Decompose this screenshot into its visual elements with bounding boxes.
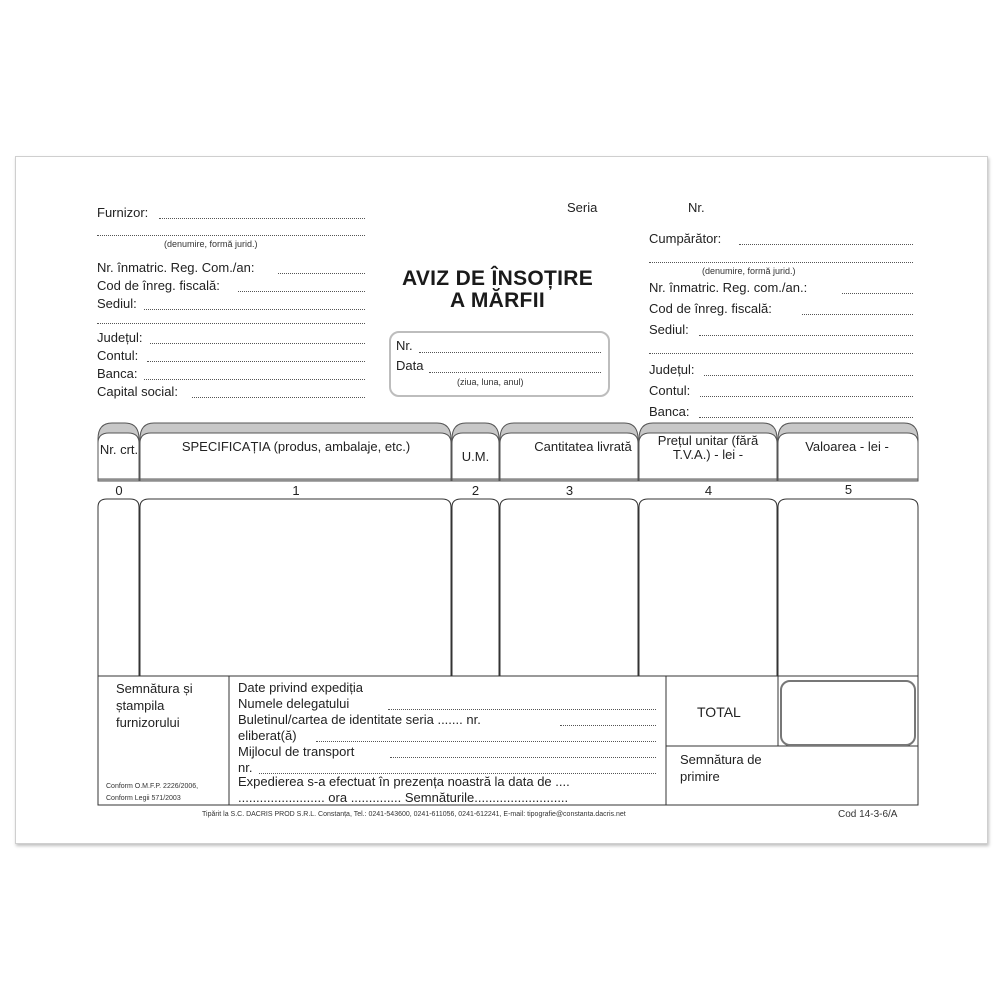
ora-semnaturile-line: ........................ ora .............. Semnăturile..........................	[238, 790, 569, 805]
supplier-sediul-label: Sediul:	[97, 296, 137, 311]
col-index-0: 0	[115, 483, 123, 498]
box-data-label: Data	[396, 358, 424, 373]
expeditie-title: Date privind expediția	[238, 680, 364, 695]
form-code: Cod 14-3-6/A	[838, 809, 898, 820]
invoice-form-sheet	[15, 156, 988, 844]
eliberat-label: eliberat(ă)	[238, 728, 297, 743]
nr-label: Nr.	[688, 200, 705, 215]
col-header-cantitatea: Cantitatea livrată	[534, 439, 632, 454]
buyer-cod-label: Cod de înreg. fiscală:	[649, 301, 772, 316]
total-value-box[interactable]	[780, 680, 916, 746]
furnizor-label: Furnizor:	[97, 205, 149, 220]
supplier-judetul-field[interactable]	[150, 342, 365, 344]
buyer-reg-label: Nr. înmatric. Reg. com./an.:	[649, 280, 808, 295]
col-header-nr: Nr. crt.	[99, 442, 139, 457]
buyer-contul-label: Contul:	[649, 383, 691, 398]
total-label: TOTAL	[697, 704, 741, 720]
supplier-cod-field[interactable]	[238, 290, 365, 292]
buyer-cod-field[interactable]	[802, 313, 913, 315]
buyer-denumire-hint: (denumire, formă jurid.)	[702, 266, 796, 276]
col-header-specificatia: SPECIFICAȚIA (produs, ambalaje, etc.)	[181, 439, 411, 454]
col-index-4: 4	[704, 483, 713, 498]
buyer-banca-label: Banca:	[649, 404, 690, 419]
furnizor-field-2[interactable]	[97, 234, 365, 236]
buyer-banca-field[interactable]	[699, 416, 913, 418]
supplier-banca-label: Banca:	[97, 366, 138, 381]
cumparator-field-2[interactable]	[649, 261, 913, 263]
buyer-sediul-field-2[interactable]	[649, 352, 913, 354]
buletin-nr-field[interactable]	[560, 724, 656, 726]
col-header-valoarea: Valoarea - lei -	[805, 439, 889, 454]
form-title-line1: AVIZ DE ÎNSOȚIRE	[401, 267, 594, 290]
cumparator-label: Cumpărător:	[649, 231, 722, 246]
furnizor-field[interactable]	[159, 217, 365, 219]
supplier-reg-label: Nr. înmatric. Reg. Com./an:	[97, 260, 255, 275]
buletin-label: Buletinul/cartea de identitate seria ....... nr.	[238, 712, 481, 727]
transport-nr-label: nr.	[238, 760, 253, 775]
col-index-3: 3	[565, 483, 574, 498]
col-index-5: 5	[844, 482, 853, 497]
printer-info: Tipărit la S.C. DACRIS PROD S.R.L. Constanța, Tel.: 0241-543600, 0241-611056, 0241-612241, E-mail: tipografie@constanta.dacris.net	[202, 811, 626, 818]
col-header-um: U.M.	[461, 449, 490, 464]
buyer-reg-field[interactable]	[842, 292, 913, 294]
col-index-1: 1	[292, 483, 300, 498]
supplier-contul-field[interactable]	[147, 360, 365, 362]
semnatura-primire: Semnătura de primire	[680, 752, 762, 784]
supplier-judetul-label: Județul:	[97, 330, 143, 345]
box-nr-label: Nr.	[396, 338, 413, 353]
supplier-contul-label: Contul:	[97, 348, 139, 363]
delegat-field[interactable]	[388, 708, 656, 710]
buyer-sediul-field[interactable]	[699, 334, 913, 336]
mijloc-field[interactable]	[390, 756, 656, 758]
supplier-cod-label: Cod de înreg. fiscală:	[97, 278, 220, 293]
box-date-hint: (ziua, luna, anul)	[457, 377, 524, 387]
buyer-judetul-field[interactable]	[704, 374, 913, 376]
buyer-sediul-label: Sediul:	[649, 322, 689, 337]
delegat-label: Numele delegatului	[238, 696, 350, 711]
supplier-capital-field[interactable]	[192, 396, 365, 398]
conform-omfp: Conform O.M.F.P. 2226/2006,	[106, 783, 199, 790]
supplier-reg-field[interactable]	[278, 272, 365, 274]
seria-label: Seria	[567, 200, 598, 215]
expedierea-text: Expedierea s-a efectuat în prezența noastră la data de ....	[238, 774, 570, 789]
mijloc-label: Mijlocul de transport	[238, 744, 355, 759]
supplier-sediul-field[interactable]	[144, 308, 365, 310]
supplier-capital-label: Capital social:	[97, 384, 178, 399]
supplier-sediul-field-2[interactable]	[97, 322, 365, 324]
form-title-line2: A MĂRFII	[450, 289, 545, 312]
buyer-judetul-label: Județul:	[649, 362, 695, 377]
box-data-field[interactable]	[429, 371, 601, 373]
box-nr-field[interactable]	[419, 351, 601, 353]
conform-lege: Conform Legii 571/2003	[106, 795, 181, 802]
buyer-contul-field[interactable]	[700, 395, 913, 397]
supplier-banca-field[interactable]	[144, 378, 365, 380]
col-index-2: 2	[471, 483, 480, 498]
semnatura-furnizor: Semnătura și ștampila furnizorului	[116, 681, 193, 730]
form-title	[376, 268, 619, 312]
eliberat-field[interactable]	[316, 740, 656, 742]
col-header-pret: Prețul unitar (fără T.V.A.) - lei -	[657, 433, 759, 462]
cumparator-field[interactable]	[739, 243, 913, 245]
supplier-denumire-hint: (denumire, formă jurid.)	[164, 239, 258, 249]
